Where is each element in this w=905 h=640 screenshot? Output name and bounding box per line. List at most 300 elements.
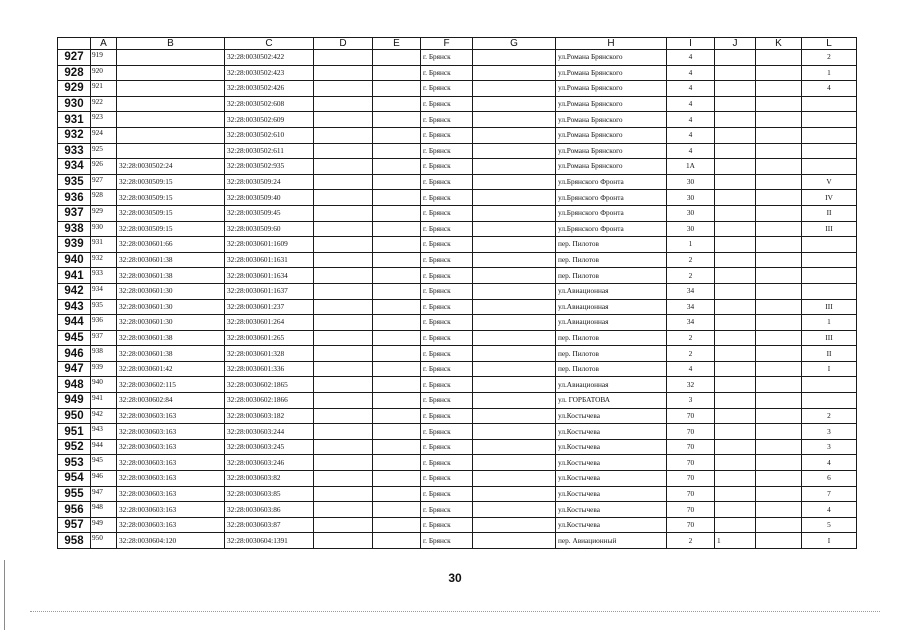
cell-k [756, 50, 802, 66]
cell-k [756, 143, 802, 159]
cell-l: 6 [802, 471, 857, 487]
cell-c: 32:28:0030502:426 [225, 81, 314, 97]
cell-h: ул.Костычева [556, 439, 667, 455]
cell-c: 32:28:0030509:60 [225, 221, 314, 237]
cell-a: 942 [91, 408, 117, 424]
cell-i: 70 [667, 486, 715, 502]
cell-d [314, 112, 373, 128]
cell-d [314, 439, 373, 455]
cell-k [756, 252, 802, 268]
cell-f: г. Брянск [421, 315, 473, 331]
cell-e [373, 205, 421, 221]
cell-l: 1 [802, 65, 857, 81]
cell-a: 927 [91, 174, 117, 190]
cell-b: 32:28:0030502:24 [117, 159, 225, 175]
cell-c: 32:28:0030603:85 [225, 486, 314, 502]
cell-l [802, 112, 857, 128]
cell-i: 4 [667, 65, 715, 81]
cell-l: 4 [802, 455, 857, 471]
cell-d [314, 268, 373, 284]
cell-a: 947 [91, 486, 117, 502]
row-number: 948 [58, 377, 91, 393]
cell-l: III [802, 299, 857, 315]
table-row [58, 361, 857, 377]
cell-g [473, 502, 556, 518]
cell-d [314, 377, 373, 393]
cell-k [756, 174, 802, 190]
row-number: 931 [58, 112, 91, 128]
cell-e [373, 252, 421, 268]
cell-e [373, 143, 421, 159]
cell-a: 929 [91, 205, 117, 221]
cell-a: 946 [91, 471, 117, 487]
cell-f: г. Брянск [421, 486, 473, 502]
row-number: 953 [58, 455, 91, 471]
cell-l: I [802, 533, 857, 549]
table-row [58, 346, 857, 362]
table-row [58, 190, 857, 206]
cell-e [373, 315, 421, 331]
cell-f: г. Брянск [421, 283, 473, 299]
cell-c: 32:28:0030509:40 [225, 190, 314, 206]
cell-d [314, 237, 373, 253]
cell-h: ул.Брянского Фронта [556, 174, 667, 190]
cell-j [715, 471, 756, 487]
table-row [58, 252, 857, 268]
row-number: 957 [58, 517, 91, 533]
table-row [58, 159, 857, 175]
cell-a: 948 [91, 502, 117, 518]
cell-f: г. Брянск [421, 50, 473, 66]
table-row [58, 439, 857, 455]
cell-d [314, 408, 373, 424]
cell-a: 938 [91, 346, 117, 362]
cell-h: ул. ГОРБАТОВА [556, 393, 667, 409]
cell-l: V [802, 174, 857, 190]
cell-a: 928 [91, 190, 117, 206]
cell-h: ул.Костычева [556, 424, 667, 440]
cell-c: 32:28:0030601:1634 [225, 268, 314, 284]
cell-i: 4 [667, 50, 715, 66]
cell-j [715, 65, 756, 81]
column-header-i: I [667, 38, 715, 50]
table-row [58, 408, 857, 424]
cell-k [756, 81, 802, 97]
column-header-g: G [473, 38, 556, 50]
cell-i: 1 [667, 237, 715, 253]
cell-c: 32:28:0030601:264 [225, 315, 314, 331]
cell-c: 32:28:0030603:86 [225, 502, 314, 518]
cell-f: г. Брянск [421, 330, 473, 346]
cell-g [473, 112, 556, 128]
table-row [58, 315, 857, 331]
table-row [58, 268, 857, 284]
cell-l [802, 377, 857, 393]
row-number: 943 [58, 299, 91, 315]
cell-a: 949 [91, 517, 117, 533]
cell-g [473, 205, 556, 221]
cell-h: пер. Авиационный [556, 533, 667, 549]
cell-e [373, 393, 421, 409]
cell-j [715, 237, 756, 253]
cell-b: 32:28:0030604:120 [117, 533, 225, 549]
cell-e [373, 81, 421, 97]
cell-d [314, 159, 373, 175]
cell-d [314, 190, 373, 206]
row-number: 955 [58, 486, 91, 502]
cell-i: 4 [667, 96, 715, 112]
cell-b [117, 65, 225, 81]
table-row [58, 299, 857, 315]
cell-a: 921 [91, 81, 117, 97]
scan-edge-line [4, 560, 5, 630]
cell-b: 32:28:0030602:115 [117, 377, 225, 393]
cell-j [715, 393, 756, 409]
cell-e [373, 486, 421, 502]
cell-e [373, 283, 421, 299]
cell-e [373, 65, 421, 81]
column-header-row [58, 38, 857, 50]
cell-i: 70 [667, 408, 715, 424]
cell-l: 5 [802, 517, 857, 533]
cell-g [473, 143, 556, 159]
row-number: 938 [58, 221, 91, 237]
cell-e [373, 377, 421, 393]
cell-b: 32:28:0030601:42 [117, 361, 225, 377]
table-row [58, 471, 857, 487]
cell-j [715, 127, 756, 143]
cell-l: 2 [802, 408, 857, 424]
cell-g [473, 50, 556, 66]
table-row [58, 65, 857, 81]
cell-f: г. Брянск [421, 143, 473, 159]
cell-e [373, 408, 421, 424]
cell-d [314, 221, 373, 237]
cell-g [473, 455, 556, 471]
cell-j [715, 439, 756, 455]
table-row [58, 502, 857, 518]
cell-g [473, 377, 556, 393]
cell-d [314, 393, 373, 409]
cell-l [802, 143, 857, 159]
cell-j [715, 486, 756, 502]
cell-e [373, 533, 421, 549]
cell-e [373, 299, 421, 315]
row-number: 946 [58, 346, 91, 362]
cell-h: ул.Костычева [556, 408, 667, 424]
cell-g [473, 268, 556, 284]
cell-g [473, 221, 556, 237]
cell-a: 941 [91, 393, 117, 409]
cell-j [715, 174, 756, 190]
cell-k [756, 346, 802, 362]
cell-g [473, 237, 556, 253]
row-number: 956 [58, 502, 91, 518]
cell-c: 32:28:0030601:1637 [225, 283, 314, 299]
cell-h: ул.Костычева [556, 517, 667, 533]
table-row [58, 174, 857, 190]
cell-g [473, 190, 556, 206]
column-header-d: D [314, 38, 373, 50]
cell-d [314, 65, 373, 81]
cell-i: 2 [667, 533, 715, 549]
cell-b [117, 127, 225, 143]
cell-g [473, 424, 556, 440]
cell-j [715, 315, 756, 331]
row-number: 930 [58, 96, 91, 112]
cell-b [117, 50, 225, 66]
cell-g [473, 471, 556, 487]
cell-c: 32:28:0030601:237 [225, 299, 314, 315]
cell-e [373, 455, 421, 471]
cell-j [715, 112, 756, 128]
cell-g [473, 81, 556, 97]
cell-e [373, 439, 421, 455]
cell-j [715, 377, 756, 393]
cell-l: 4 [802, 81, 857, 97]
cell-h: ул.Костычева [556, 455, 667, 471]
cell-e [373, 96, 421, 112]
row-number: 958 [58, 533, 91, 549]
row-number: 942 [58, 283, 91, 299]
cell-j [715, 424, 756, 440]
cell-h: ул.Авиационная [556, 315, 667, 331]
column-header-e: E [373, 38, 421, 50]
cell-e [373, 517, 421, 533]
cell-c: 32:28:0030603:245 [225, 439, 314, 455]
cell-l: 2 [802, 50, 857, 66]
table-row [58, 205, 857, 221]
cell-f: г. Брянск [421, 533, 473, 549]
cell-k [756, 330, 802, 346]
cell-i: 70 [667, 439, 715, 455]
cell-h: ул.Романа Брянского [556, 65, 667, 81]
cell-k [756, 112, 802, 128]
cell-e [373, 237, 421, 253]
cell-c: 32:28:0030502:423 [225, 65, 314, 81]
cell-j [715, 408, 756, 424]
cell-f: г. Брянск [421, 174, 473, 190]
cell-l [802, 96, 857, 112]
cell-c: 32:28:0030509:24 [225, 174, 314, 190]
cell-c: 32:28:0030502:611 [225, 143, 314, 159]
cell-l: IV [802, 190, 857, 206]
cell-h: пер. Пилотов [556, 268, 667, 284]
row-number: 954 [58, 471, 91, 487]
cell-f: г. Брянск [421, 81, 473, 97]
cell-g [473, 159, 556, 175]
cell-d [314, 315, 373, 331]
cell-a: 919 [91, 50, 117, 66]
column-header-c: C [225, 38, 314, 50]
cell-g [473, 330, 556, 346]
cell-e [373, 361, 421, 377]
cell-c: 32:28:0030601:1631 [225, 252, 314, 268]
cell-b [117, 112, 225, 128]
table-row [58, 330, 857, 346]
cell-b: 32:28:0030601:30 [117, 315, 225, 331]
row-number: 945 [58, 330, 91, 346]
cell-e [373, 112, 421, 128]
cell-h: ул.Авиационная [556, 283, 667, 299]
cell-i: 32 [667, 377, 715, 393]
cell-k [756, 237, 802, 253]
cell-h: ул.Романа Брянского [556, 50, 667, 66]
cell-b: 32:28:0030603:163 [117, 408, 225, 424]
cell-i: 70 [667, 471, 715, 487]
cell-a: 920 [91, 65, 117, 81]
cell-f: г. Брянск [421, 112, 473, 128]
cell-f: г. Брянск [421, 65, 473, 81]
cell-a: 932 [91, 252, 117, 268]
cell-e [373, 346, 421, 362]
cell-f: г. Брянск [421, 299, 473, 315]
cell-c: 32:28:0030602:1866 [225, 393, 314, 409]
cell-d [314, 424, 373, 440]
cell-h: пер. Пилотов [556, 330, 667, 346]
cell-k [756, 533, 802, 549]
cell-i: 70 [667, 424, 715, 440]
cell-i: 30 [667, 221, 715, 237]
cell-h: ул.Костычева [556, 486, 667, 502]
cell-a: 934 [91, 283, 117, 299]
cell-h: ул.Брянского Фронта [556, 221, 667, 237]
cell-j [715, 299, 756, 315]
cell-c: 32:28:0030601:328 [225, 346, 314, 362]
column-header-b: B [117, 38, 225, 50]
cell-h: пер. Пилотов [556, 346, 667, 362]
cell-k [756, 471, 802, 487]
cell-l: 3 [802, 424, 857, 440]
cell-e [373, 221, 421, 237]
cell-j [715, 96, 756, 112]
cell-d [314, 96, 373, 112]
cell-c: 32:28:0030502:609 [225, 112, 314, 128]
page-number: 30 [448, 571, 462, 585]
cell-a: 944 [91, 439, 117, 455]
cell-g [473, 533, 556, 549]
cell-h: пер. Пилотов [556, 252, 667, 268]
cell-c: 32:28:0030603:246 [225, 455, 314, 471]
row-number: 944 [58, 315, 91, 331]
cell-a: 931 [91, 237, 117, 253]
cell-k [756, 299, 802, 315]
cell-f: г. Брянск [421, 408, 473, 424]
cell-h: пер. Пилотов [556, 361, 667, 377]
cell-d [314, 143, 373, 159]
cell-k [756, 127, 802, 143]
table-row [58, 81, 857, 97]
scan-artifact-line [30, 611, 880, 612]
cell-e [373, 502, 421, 518]
cell-e [373, 471, 421, 487]
cell-e [373, 190, 421, 206]
cell-c: 32:28:0030603:87 [225, 517, 314, 533]
cell-i: 2 [667, 346, 715, 362]
cell-c: 32:28:0030601:1609 [225, 237, 314, 253]
row-number: 940 [58, 252, 91, 268]
cell-b [117, 96, 225, 112]
row-number: 951 [58, 424, 91, 440]
cell-j [715, 143, 756, 159]
cell-b: 32:28:0030601:38 [117, 268, 225, 284]
cell-f: г. Брянск [421, 346, 473, 362]
cell-a: 940 [91, 377, 117, 393]
cell-b: 32:28:0030602:84 [117, 393, 225, 409]
spreadsheet-table [57, 37, 857, 549]
cell-h: ул.Романа Брянского [556, 81, 667, 97]
cell-g [473, 127, 556, 143]
cell-g [473, 486, 556, 502]
row-number: 949 [58, 393, 91, 409]
cell-i: 34 [667, 283, 715, 299]
cell-h: ул.Авиационная [556, 377, 667, 393]
table-row [58, 143, 857, 159]
table-row [58, 127, 857, 143]
cell-a: 939 [91, 361, 117, 377]
cell-l: II [802, 205, 857, 221]
table-row [58, 112, 857, 128]
cell-b: 32:28:0030603:163 [117, 455, 225, 471]
column-header-a: A [91, 38, 117, 50]
cell-k [756, 439, 802, 455]
cell-l: 7 [802, 486, 857, 502]
cell-j [715, 190, 756, 206]
table-row [58, 96, 857, 112]
cell-h: ул.Романа Брянского [556, 127, 667, 143]
cell-h: ул.Брянского Фронта [556, 190, 667, 206]
cell-c: 32:28:0030502:935 [225, 159, 314, 175]
cell-l: II [802, 346, 857, 362]
cell-f: г. Брянск [421, 190, 473, 206]
cell-c: 32:28:0030602:1865 [225, 377, 314, 393]
cell-e [373, 268, 421, 284]
cell-i: 70 [667, 502, 715, 518]
cell-k [756, 502, 802, 518]
cell-c: 32:28:0030502:422 [225, 50, 314, 66]
cell-a: 945 [91, 455, 117, 471]
cell-b [117, 81, 225, 97]
table-row [58, 517, 857, 533]
table-body [58, 50, 857, 549]
cell-f: г. Брянск [421, 159, 473, 175]
cell-f: г. Брянск [421, 455, 473, 471]
cell-h: ул.Авиационная [556, 299, 667, 315]
cell-a: 922 [91, 96, 117, 112]
cell-g [473, 96, 556, 112]
cell-f: г. Брянск [421, 393, 473, 409]
cell-h: пер. Пилотов [556, 237, 667, 253]
cell-f: г. Брянск [421, 439, 473, 455]
column-header-h: H [556, 38, 667, 50]
cell-g [473, 439, 556, 455]
cell-d [314, 502, 373, 518]
cell-f: г. Брянск [421, 377, 473, 393]
cell-j [715, 205, 756, 221]
cell-b: 32:28:0030601:38 [117, 346, 225, 362]
cell-d [314, 299, 373, 315]
cell-d [314, 346, 373, 362]
cell-j [715, 283, 756, 299]
cell-e [373, 159, 421, 175]
cell-h: ул.Романа Брянского [556, 159, 667, 175]
cell-i: 2 [667, 330, 715, 346]
cell-f: г. Брянск [421, 96, 473, 112]
table-row [58, 533, 857, 549]
cell-k [756, 221, 802, 237]
cell-a: 924 [91, 127, 117, 143]
cell-h: ул.Романа Брянского [556, 112, 667, 128]
